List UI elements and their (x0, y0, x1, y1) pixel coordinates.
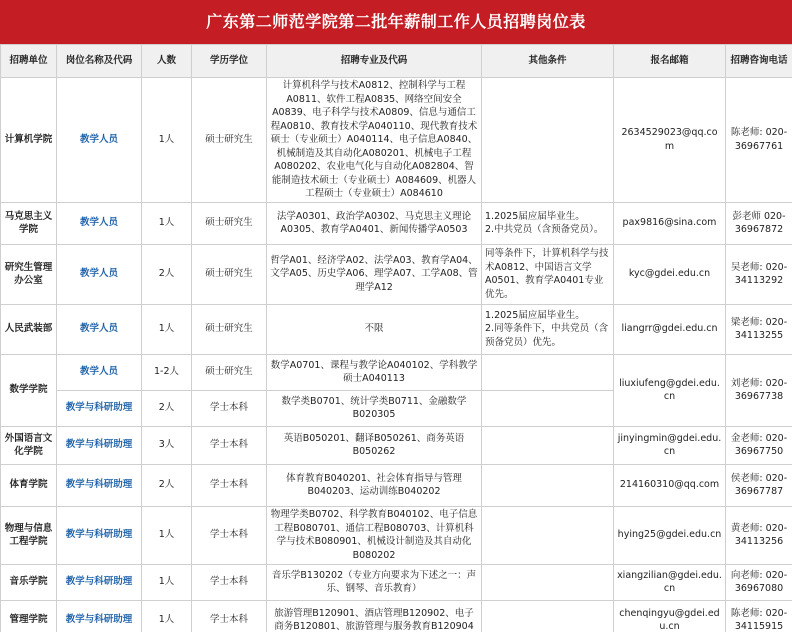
email-cell: kyc@gdei.edu.cn (614, 244, 726, 304)
phone-cell: 向老师: 020-36967080 (726, 564, 792, 600)
unit-cell: 数学学院 (1, 354, 57, 426)
email-cell: 214160310@qq.com (614, 464, 726, 506)
degree-cell: 学士本科 (192, 390, 267, 426)
position-cell: 教学人员 (57, 244, 142, 304)
conditions-cell (482, 564, 614, 600)
count-cell: 2人 (142, 464, 192, 506)
table-row (1, 78, 792, 203)
count-cell: 2人 (142, 390, 192, 426)
table-row (1, 600, 792, 632)
table-row (1, 244, 792, 304)
unit-cell: 物理与信息工程学院 (1, 506, 57, 564)
majors-cell: 英语B050201、翻译B050261、商务英语B050262 (267, 426, 482, 464)
count-cell: 1人 (142, 600, 192, 632)
table-row (1, 354, 792, 390)
majors-cell: 法学A0301、政治学A0302、马克思主义理论A0305、教育学A0401、新闻传播学A0503 (267, 202, 482, 244)
position-cell: 教学与科研助理 (57, 600, 142, 632)
degree-cell: 硕士研究生 (192, 354, 267, 390)
position-cell: 教学与科研助理 (57, 464, 142, 506)
email-cell: liuxiufeng@gdei.edu.cn (614, 354, 726, 426)
position-cell: 教学人员 (57, 354, 142, 390)
degree-cell: 硕士研究生 (192, 244, 267, 304)
count-cell: 1人 (142, 202, 192, 244)
degree-cell: 硕士研究生 (192, 78, 267, 203)
table-row (1, 564, 792, 600)
conditions-cell: 1.2025届应届毕业生。 2.中共党员（含预备党员）。 (482, 202, 614, 244)
phone-cell: 陈老师: 020-36967761 (726, 78, 792, 203)
majors-cell: 计算机科学与技术A0812、控制科学与工程A0811、软件工程A0835、网络空间安全A0839、电子科学与技术A0809、信息与通信工程A0810、教育技术学A040110、现代教育技术硕士（专业硕士）A040114、电子信息A0840、机械制造及其自动化A080201、机械电子工程A080202、农业电气化与自动化A082804、智能制造技术硕士（专业硕士）A084609、机器人工程硕士（专业硕士）A084610 (267, 78, 482, 203)
position-cell: 教学人员 (57, 202, 142, 244)
conditions-cell (482, 506, 614, 564)
table-row (1, 426, 792, 464)
position-cell: 教学与科研助理 (57, 564, 142, 600)
conditions-cell (482, 78, 614, 203)
count-cell: 1人 (142, 304, 192, 354)
count-cell: 1人 (142, 564, 192, 600)
conditions-cell (482, 390, 614, 426)
count-cell: 1人 (142, 506, 192, 564)
table-row (1, 202, 792, 244)
conditions-cell: 1.2025届应届毕业生。 2.同等条件下，中共党员（含预备党员）优先。 (482, 304, 614, 354)
header-count: 人数 (142, 45, 192, 78)
email-cell: liangrr@gdei.edu.cn (614, 304, 726, 354)
unit-cell: 音乐学院 (1, 564, 57, 600)
degree-cell: 硕士研究生 (192, 304, 267, 354)
header-phone: 招聘咨询电话 (726, 45, 792, 78)
unit-cell: 马克思主义学院 (1, 202, 57, 244)
recruitment-table (0, 44, 792, 632)
page-title: 广东第二师范学院第二批年薪制工作人员招聘岗位表 (0, 0, 792, 44)
position-cell: 教学人员 (57, 304, 142, 354)
phone-cell: 梁老师: 020-34113255 (726, 304, 792, 354)
majors-cell: 物理学类B0702、科学教育B040102、电子信息工程B080701、通信工程B080703、计算机科学与技术B080901、机械设计制造及其自动化B080202 (267, 506, 482, 564)
degree-cell: 硕士研究生 (192, 202, 267, 244)
phone-cell: 侯老师: 020-36967787 (726, 464, 792, 506)
conditions-cell: 同等条件下，计算机科学与技术A0812、中国语言文学A0501、教育学A0401专业优先。 (482, 244, 614, 304)
majors-cell: 不限 (267, 304, 482, 354)
unit-cell: 体育学院 (1, 464, 57, 506)
email-cell: chenqingyu@gdei.edu.cn (614, 600, 726, 632)
header-position: 岗位名称及代码 (57, 45, 142, 78)
conditions-cell (482, 600, 614, 632)
email-cell: pax9816@sina.com (614, 202, 726, 244)
degree-cell: 学士本科 (192, 600, 267, 632)
count-cell: 1人 (142, 78, 192, 203)
degree-cell: 学士本科 (192, 506, 267, 564)
header-conditions: 其他条件 (482, 45, 614, 78)
phone-cell: 金老师: 020-36967750 (726, 426, 792, 464)
conditions-cell (482, 354, 614, 390)
email-cell: xiangzilian@gdei.edu.cn (614, 564, 726, 600)
email-cell: hying25@gdei.edu.cn (614, 506, 726, 564)
table-row (1, 464, 792, 506)
phone-cell: 陈老师: 020-34115915 (726, 600, 792, 632)
majors-cell: 体育教育B040201、社会体育指导与管理B040203、运动训练B040202 (267, 464, 482, 506)
header-majors: 招聘专业及代码 (267, 45, 482, 78)
phone-cell: 彭老师 020-36967872 (726, 202, 792, 244)
degree-cell: 学士本科 (192, 564, 267, 600)
majors-cell: 数学A0701、课程与教学论A040102、学科教学硕士A040113 (267, 354, 482, 390)
count-cell: 3人 (142, 426, 192, 464)
position-cell: 教学与科研助理 (57, 506, 142, 564)
degree-cell: 学士本科 (192, 426, 267, 464)
position-cell: 教学人员 (57, 78, 142, 203)
majors-cell: 旅游管理B120901、酒店管理B120902、电子商务B120801、旅游管理与服务教育B120904 (267, 600, 482, 632)
position-cell: 教学与科研助理 (57, 426, 142, 464)
phone-cell: 黄老师: 020-34113256 (726, 506, 792, 564)
table-row (1, 506, 792, 564)
degree-cell: 学士本科 (192, 464, 267, 506)
count-cell: 1-2人 (142, 354, 192, 390)
header-email: 报名邮箱 (614, 45, 726, 78)
majors-cell: 音乐学B130202（专业方向要求为下述之一：声乐、钢琴、音乐教育） (267, 564, 482, 600)
email-cell: jinyingmin@gdei.edu.cn (614, 426, 726, 464)
conditions-cell (482, 464, 614, 506)
phone-cell: 刘老师: 020-36967738 (726, 354, 792, 426)
majors-cell: 数学类B0701、统计学类B0711、金融数学B020305 (267, 390, 482, 426)
unit-cell: 研究生管理办公室 (1, 244, 57, 304)
conditions-cell (482, 426, 614, 464)
unit-cell: 计算机学院 (1, 78, 57, 203)
position-cell: 教学与科研助理 (57, 390, 142, 426)
unit-cell: 管理学院 (1, 600, 57, 632)
header-degree: 学历学位 (192, 45, 267, 78)
header-row (1, 45, 792, 78)
unit-cell: 外国语言文化学院 (1, 426, 57, 464)
table-row (1, 304, 792, 354)
header-unit: 招聘单位 (1, 45, 57, 78)
email-cell: 2634529023@qq.com (614, 78, 726, 203)
unit-cell: 人民武装部 (1, 304, 57, 354)
majors-cell: 哲学A01、经济学A02、法学A03、教育学A04、文学A05、历史学A06、理学A07、工学A08、管理学A12 (267, 244, 482, 304)
count-cell: 2人 (142, 244, 192, 304)
phone-cell: 吴老师: 020-34113292 (726, 244, 792, 304)
